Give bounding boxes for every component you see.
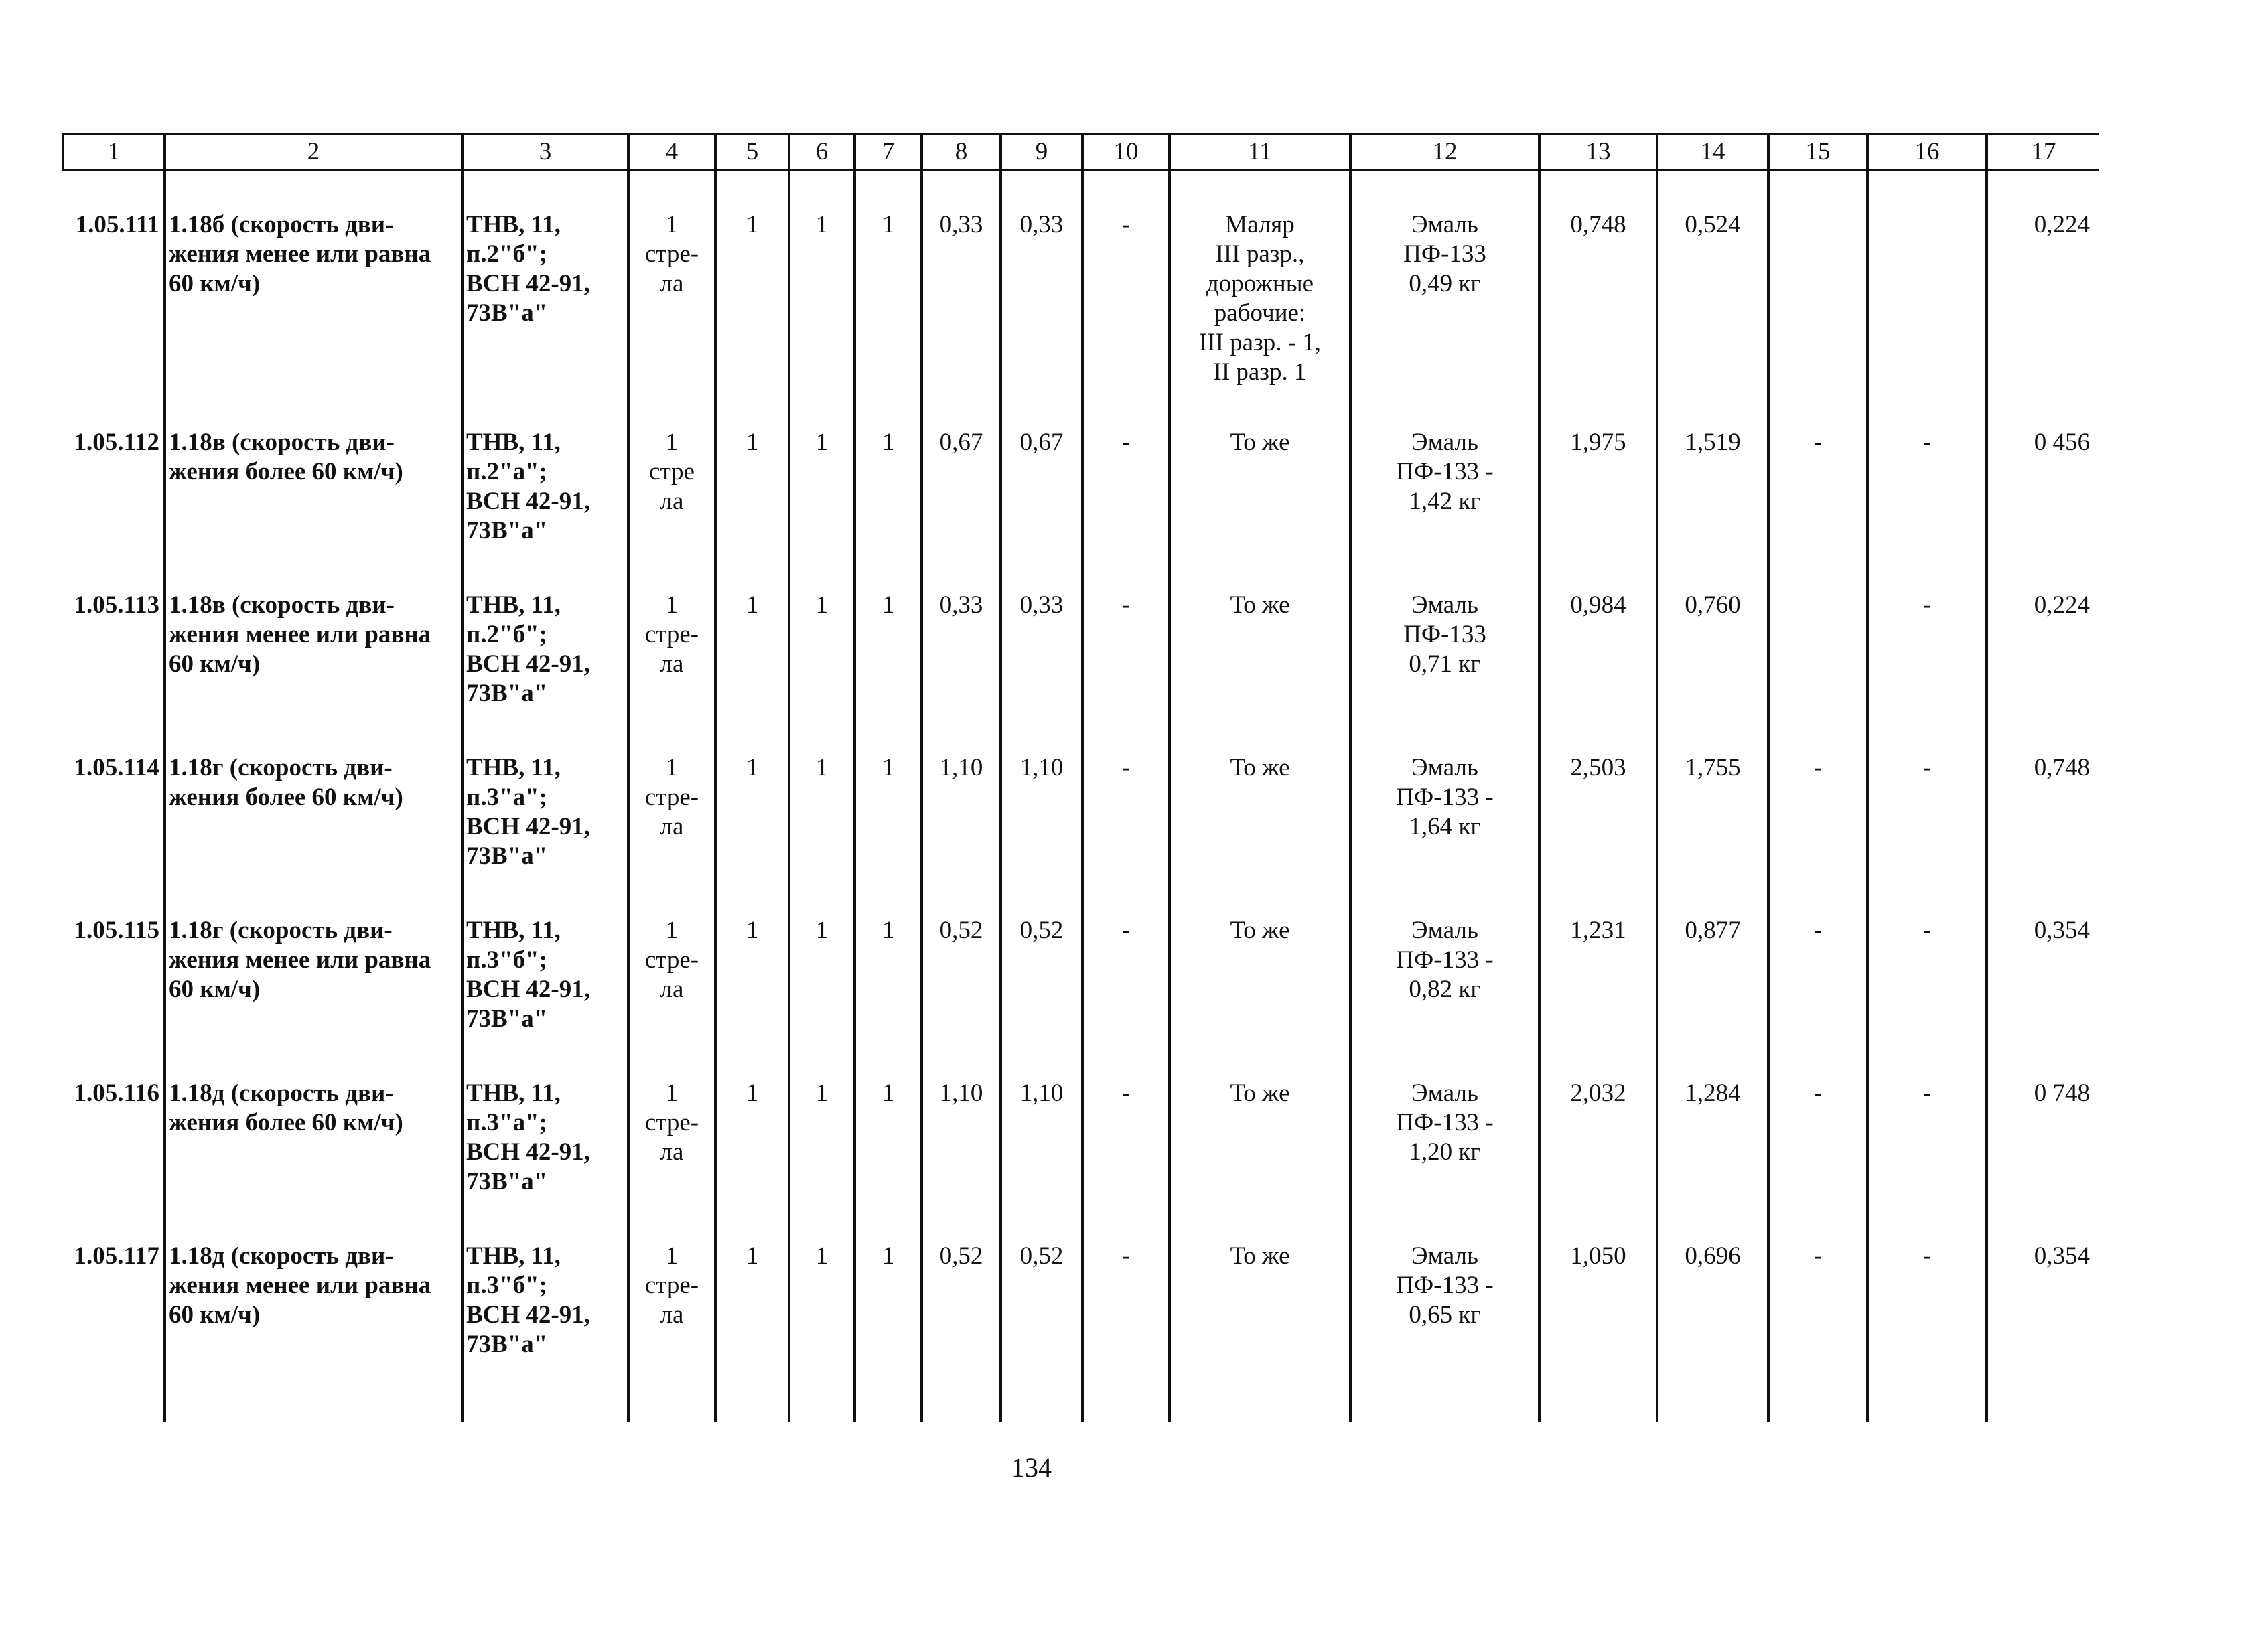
item-description-cell: 1.18д (скорость дви- жения менее или равна 60 км/ч) xyxy=(165,1242,462,1422)
materials-cell: Эмаль ПФ-133 0,71 кг xyxy=(1350,591,1539,753)
col-13-cell: 2,503 xyxy=(1539,753,1657,916)
col-16-cell: - xyxy=(1867,753,1987,916)
col-9-cell: 0,52 xyxy=(1001,916,1082,1079)
col-17-cell: 0,354 xyxy=(1987,1242,2099,1422)
col-5-cell: 1 xyxy=(715,170,789,428)
reference-cell: ТНВ, 11, п.2"а"; ВСН 42-91, 73В"а" xyxy=(462,428,628,591)
workers-cell: То же xyxy=(1170,1242,1350,1422)
unit-cell: 1 стре- ла xyxy=(628,753,715,916)
col-10-cell: - xyxy=(1082,916,1170,1079)
col-16-cell: - xyxy=(1867,916,1987,1079)
norms-table xyxy=(62,133,2099,1422)
col-9-cell: 1,10 xyxy=(1001,1079,1082,1242)
col-8-cell: 1,10 xyxy=(922,753,1001,916)
col-6-cell: 1 xyxy=(789,753,855,916)
item-code-cell: 1.05.115 xyxy=(74,917,159,944)
col-7-cell: 1 xyxy=(855,753,922,916)
col-8-cell: 0,33 xyxy=(922,591,1001,753)
item-description-cell: 1.18г (скорость дви- жения более 60 км/ч) xyxy=(165,753,462,916)
col-6-cell: 1 xyxy=(789,916,855,1079)
table-body xyxy=(63,170,2099,1422)
col-17-cell: 0,224 xyxy=(1987,591,2099,753)
col-14-cell: 1,519 xyxy=(1657,428,1768,591)
materials-cell: Эмаль ПФ-133 - 1,64 кг xyxy=(1350,753,1539,916)
col-15-cell: - xyxy=(1768,1079,1867,1242)
col-8-cell: 0,52 xyxy=(922,916,1001,1079)
col-5-cell: 1 xyxy=(715,591,789,753)
col-14-cell: 0,760 xyxy=(1657,591,1768,753)
unit-cell: 1 стре ла xyxy=(628,428,715,591)
col-7-cell: 1 xyxy=(855,916,922,1079)
item-code-cell: 1.05.117 xyxy=(74,1242,159,1270)
column-header-13: 13 xyxy=(1539,134,1657,170)
table-row xyxy=(63,1242,2099,1422)
col-6-cell: 1 xyxy=(789,428,855,591)
item-description-cell: 1.18д (скорость дви- жения более 60 км/ч) xyxy=(165,1079,462,1242)
col-5-cell: 1 xyxy=(715,1079,789,1242)
materials-cell: Эмаль ПФ-133 - 0,65 кг xyxy=(1350,1242,1539,1422)
col-7-cell: 1 xyxy=(855,428,922,591)
col-9-cell: 0,33 xyxy=(1001,170,1082,428)
workers-cell: То же xyxy=(1170,916,1350,1079)
table-row xyxy=(63,428,2099,591)
col-5-cell: 1 xyxy=(715,428,789,591)
col-8-cell: 0,67 xyxy=(922,428,1001,591)
col-10-cell: - xyxy=(1082,428,1170,591)
col-16-cell: - xyxy=(1867,428,1987,591)
item-code-cell: 1.05.114 xyxy=(74,754,159,781)
col-14-cell: 1,284 xyxy=(1657,1079,1768,1242)
col-15-cell: - xyxy=(1768,753,1867,916)
column-header-14: 14 xyxy=(1657,134,1768,170)
col-16-cell: - xyxy=(1867,591,1987,753)
col-13-cell: 0,748 xyxy=(1539,170,1657,428)
workers-cell: Маляр III разр., дорожные рабочие: III разр. - 1, II разр. 1 xyxy=(1170,170,1350,428)
col-15-cell: - xyxy=(1768,1242,1867,1422)
col-17-cell: 0 748 xyxy=(1987,1079,2099,1242)
column-header-8: 8 xyxy=(922,134,1001,170)
col-8-cell: 0,52 xyxy=(922,1242,1001,1422)
table-row xyxy=(63,1079,2099,1242)
column-header-7: 7 xyxy=(855,134,922,170)
col-9-cell: 0,52 xyxy=(1001,1242,1082,1422)
col-8-cell: 1,10 xyxy=(922,1079,1001,1242)
col-5-cell: 1 xyxy=(715,916,789,1079)
materials-cell: Эмаль ПФ-133 - 0,82 кг xyxy=(1350,916,1539,1079)
col-7-cell: 1 xyxy=(855,591,922,753)
item-code-cell: 1.05.116 xyxy=(74,1079,159,1107)
table-row xyxy=(63,916,2099,1079)
col-9-cell: 1,10 xyxy=(1001,753,1082,916)
materials-cell: Эмаль ПФ-133 - 1,20 кг xyxy=(1350,1079,1539,1242)
col-10-cell: - xyxy=(1082,591,1170,753)
workers-cell: То же xyxy=(1170,753,1350,916)
unit-cell: 1 стре- ла xyxy=(628,1242,715,1422)
column-header-1: 1 xyxy=(63,134,165,170)
col-10-cell: - xyxy=(1082,170,1170,428)
column-header-9: 9 xyxy=(1001,134,1082,170)
col-6-cell: 1 xyxy=(789,1242,855,1422)
col-13-cell: 1,231 xyxy=(1539,916,1657,1079)
col-15-cell xyxy=(1768,170,1867,428)
column-header-4: 4 xyxy=(628,134,715,170)
col-5-cell: 1 xyxy=(715,1242,789,1422)
col-9-cell: 0,33 xyxy=(1001,591,1082,753)
materials-cell: Эмаль ПФ-133 0,49 кг xyxy=(1350,170,1539,428)
col-10-cell: - xyxy=(1082,1079,1170,1242)
col-15-cell: - xyxy=(1768,428,1867,591)
item-code-cell: 1.05.112 xyxy=(74,429,159,456)
reference-cell: ТНВ, 11, п.3"а"; ВСН 42-91, 73В"а" xyxy=(462,1079,628,1242)
workers-cell: То же xyxy=(1170,428,1350,591)
materials-cell: Эмаль ПФ-133 - 1,42 кг xyxy=(1350,428,1539,591)
column-header-2: 2 xyxy=(165,134,462,170)
col-16-cell xyxy=(1867,170,1987,428)
column-header-10: 10 xyxy=(1082,134,1170,170)
col-14-cell: 0,877 xyxy=(1657,916,1768,1079)
column-header-12: 12 xyxy=(1350,134,1539,170)
col-17-cell: 0,354 xyxy=(1987,916,2099,1079)
column-header-3: 3 xyxy=(462,134,628,170)
col-5-cell: 1 xyxy=(715,753,789,916)
col-10-cell: - xyxy=(1082,1242,1170,1422)
col-17-cell: 0 456 xyxy=(1987,428,2099,591)
column-header-15: 15 xyxy=(1768,134,1867,170)
reference-cell: ТНВ, 11, п.3"б"; ВСН 42-91, 73В"а" xyxy=(462,1242,628,1422)
reference-cell: ТНВ, 11, п.3"б"; ВСН 42-91, 73В"а" xyxy=(462,916,628,1079)
column-header-16: 16 xyxy=(1867,134,1987,170)
workers-cell: То же xyxy=(1170,591,1350,753)
col-17-cell: 0,224 xyxy=(1987,170,2099,428)
col-13-cell: 1,975 xyxy=(1539,428,1657,591)
col-13-cell: 0,984 xyxy=(1539,591,1657,753)
header-row xyxy=(63,134,2099,170)
item-description-cell: 1.18в (скорость дви- жения менее или равна 60 км/ч) xyxy=(165,591,462,753)
unit-cell: 1 стре- ла xyxy=(628,591,715,753)
item-description-cell: 1.18г (скорость дви- жения менее или равна 60 км/ч) xyxy=(165,916,462,1079)
column-header-11: 11 xyxy=(1170,134,1350,170)
column-header-6: 6 xyxy=(789,134,855,170)
column-header-17: 17 xyxy=(1987,134,2099,170)
item-code-cell: 1.05.111 xyxy=(75,211,159,238)
page-number: 134 xyxy=(1011,1452,1052,1483)
col-16-cell: - xyxy=(1867,1242,1987,1422)
reference-cell: ТНВ, 11, п.2"б"; ВСН 42-91, 73В"а" xyxy=(462,591,628,753)
col-14-cell: 1,755 xyxy=(1657,753,1768,916)
col-10-cell: - xyxy=(1082,753,1170,916)
col-16-cell: - xyxy=(1867,1079,1987,1242)
col-15-cell: - xyxy=(1768,916,1867,1079)
col-6-cell: 1 xyxy=(789,170,855,428)
item-description-cell: 1.18б (скорость дви- жения менее или равна 60 км/ч) xyxy=(165,170,462,428)
item-description-cell: 1.18в (скорость дви- жения более 60 км/ч) xyxy=(165,428,462,591)
column-header-5: 5 xyxy=(715,134,789,170)
col-13-cell: 2,032 xyxy=(1539,1079,1657,1242)
col-17-cell: 0,748 xyxy=(1987,753,2099,916)
col-7-cell: 1 xyxy=(855,170,922,428)
col-14-cell: 0,524 xyxy=(1657,170,1768,428)
table-row xyxy=(63,753,2099,916)
unit-cell: 1 стре- ла xyxy=(628,1079,715,1242)
unit-cell: 1 стре- ла xyxy=(628,170,715,428)
col-15-cell xyxy=(1768,591,1867,753)
unit-cell: 1 стре- ла xyxy=(628,916,715,1079)
reference-cell: ТНВ, 11, п.2"б"; ВСН 42-91, 73В"а" xyxy=(462,170,628,428)
table-row xyxy=(63,591,2099,753)
table-row xyxy=(63,170,2099,428)
item-code-cell: 1.05.113 xyxy=(74,591,159,619)
col-7-cell: 1 xyxy=(855,1242,922,1422)
col-14-cell: 0,696 xyxy=(1657,1242,1768,1422)
col-8-cell: 0,33 xyxy=(922,170,1001,428)
workers-cell: То же xyxy=(1170,1079,1350,1242)
col-6-cell: 1 xyxy=(789,591,855,753)
reference-cell: ТНВ, 11, п.3"а"; ВСН 42-91, 73В"а" xyxy=(462,753,628,916)
col-6-cell: 1 xyxy=(789,1079,855,1242)
col-13-cell: 1,050 xyxy=(1539,1242,1657,1422)
col-7-cell: 1 xyxy=(855,1079,922,1242)
col-9-cell: 0,67 xyxy=(1001,428,1082,591)
